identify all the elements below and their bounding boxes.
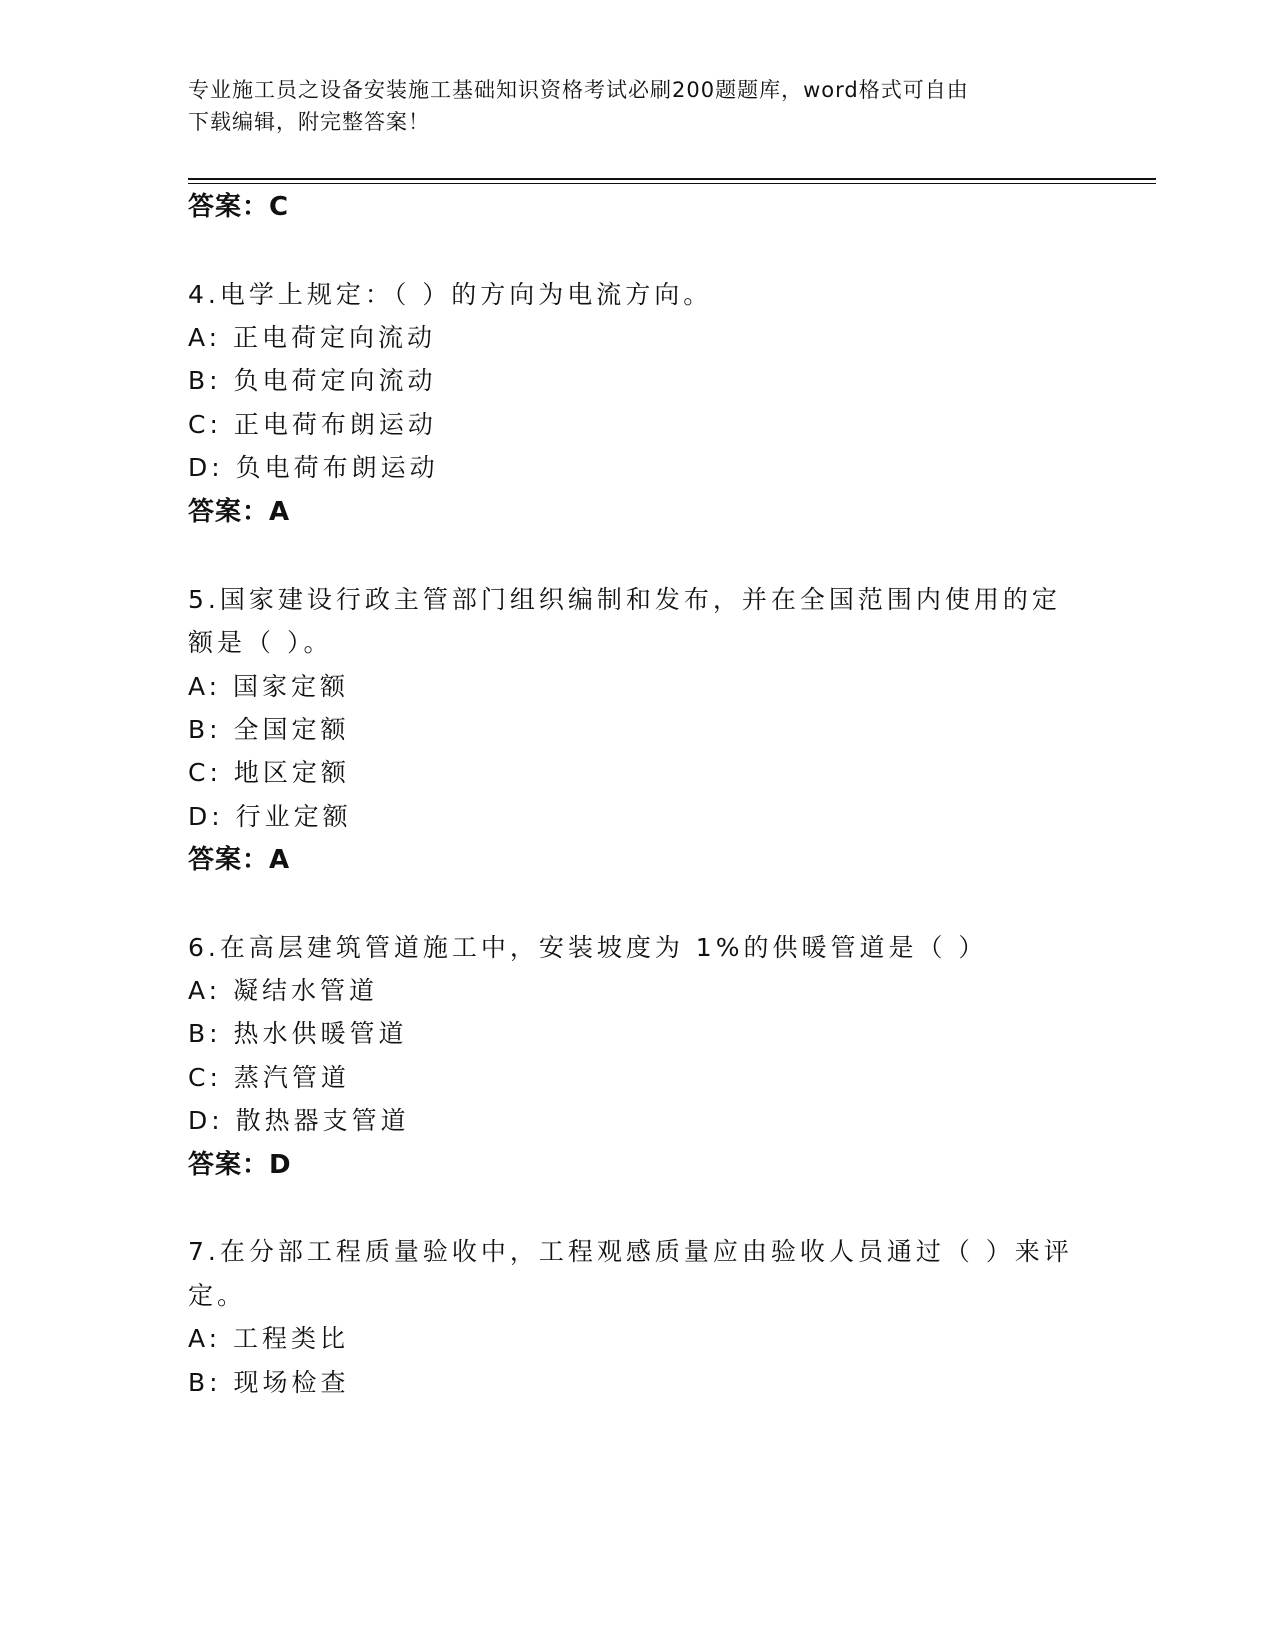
question-5-answer: 答案：A [188, 845, 291, 875]
question-4-option-d: D: 负电荷布朗运动 [188, 453, 439, 482]
question-5-option-b: B: 全国定额 [188, 715, 350, 744]
question-5-option-c: C: 地区定额 [188, 758, 350, 787]
question-7-stem-line-1: 7.在分部工程质量验收中，工程观感质量应由验收人员通过（ ）来评 [188, 1237, 1073, 1266]
question-6-stem: 6.在高层建筑管道施工中，安装坡度为 1%的供暖管道是（ ） [188, 933, 988, 962]
answer-previous: 答案：C [188, 192, 290, 222]
header-line-2: 下载编辑，附完整答案！ [188, 110, 430, 134]
document-header [188, 74, 1088, 138]
question-6-option-c: C: 蒸汽管道 [188, 1063, 350, 1092]
question-4-option-b: B: 负电荷定向流动 [188, 366, 437, 395]
question-7-option-a: A: 工程类比 [188, 1324, 350, 1353]
header-line-1: 专业施工员之设备安装施工基础知识资格考试必刷200题题库，word格式可自由 [188, 78, 969, 102]
question-6-option-b: B: 热水供暖管道 [188, 1019, 408, 1048]
question-5-option-d: D: 行业定额 [188, 802, 352, 831]
header-divider-thick [188, 178, 1156, 180]
question-4-option-a: A: 正电荷定向流动 [188, 323, 437, 352]
question-5-stem-line-2: 额是（ ）。 [188, 628, 333, 657]
question-6-option-a: A: 凝结水管道 [188, 976, 379, 1005]
header-divider-thin [188, 183, 1156, 184]
question-4-option-c: C: 正电荷布朗运动 [188, 410, 437, 439]
question-6-option-d: D: 散热器支管道 [188, 1106, 410, 1135]
question-5-option-a: A: 国家定额 [188, 672, 350, 701]
question-4-answer: 答案：A [188, 497, 291, 527]
question-5-stem-line-1: 5.国家建设行政主管部门组织编制和发布，并在全国范围内使用的定 [188, 585, 1061, 614]
question-7-option-b: B: 现场检查 [188, 1368, 350, 1397]
question-4-stem: 4.电学上规定：（ ）的方向为电流方向。 [188, 280, 713, 309]
question-7-stem-line-2: 定。 [188, 1281, 247, 1310]
question-6-answer: 答案：D [188, 1150, 292, 1180]
